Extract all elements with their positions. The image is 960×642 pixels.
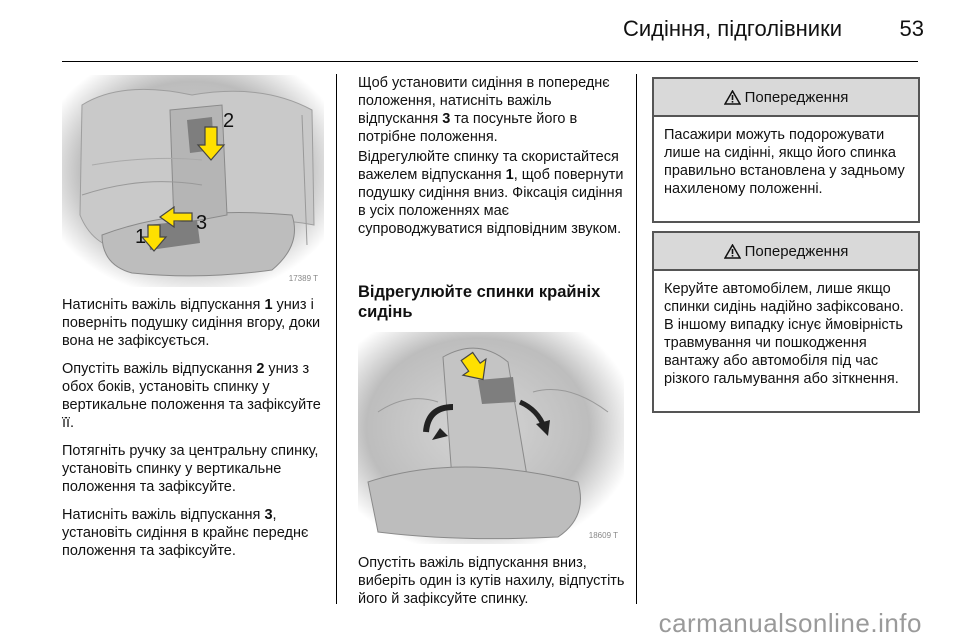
warning-box bbox=[652, 231, 920, 413]
instruction-paragraph: Потягніть ручку за центральну спинку, установіть спинку у вертикальне положення та зафіксуйте. bbox=[62, 443, 319, 495]
warning-icon bbox=[724, 244, 741, 259]
warning-header bbox=[654, 233, 918, 271]
backrest-adjust-figure bbox=[358, 332, 624, 544]
instruction-paragraph: Натисніть важіль відпускання 3, установіть сидіння в крайнє переднє положення та зафіксуйте. bbox=[62, 507, 309, 559]
callout-2: 2 bbox=[223, 110, 235, 132]
seat-illustration bbox=[62, 75, 324, 287]
column-divider bbox=[636, 74, 637, 604]
backrest-illustration bbox=[358, 332, 624, 544]
instruction-paragraph: Щоб установити сидіння в попереднє положення, натисніть важіль відпускання 3 та посуньте його в потрібне положення. bbox=[358, 75, 610, 145]
seat-release-levers-figure bbox=[62, 75, 324, 287]
warning-icon bbox=[724, 90, 741, 105]
instruction-paragraph: Опустіть важіль відпускання 2 униз з обох боків, установіть спинку у вертикальне положення та зафіксуйте її. bbox=[62, 361, 321, 431]
watermark: carmanualsonline.info bbox=[658, 608, 922, 638]
warning-box bbox=[652, 77, 920, 223]
page-number: 53 bbox=[899, 16, 924, 41]
warning-text: Керуйте автомобілем, лише якщо спинки сидінь надійно зафіксовано. В іншому випадку існує ймовірність травмування чи пошкодження вантажу або автомобіля під час різкого гальмування або зіткнення. bbox=[664, 281, 904, 387]
instruction-paragraph: Натисніть важіль відпускання 1 униз і поверніть подушку сидіння вгору, доки вона не зафіксується. bbox=[62, 297, 321, 349]
figure-number: 18609 T bbox=[588, 531, 618, 540]
column-divider bbox=[336, 74, 337, 604]
header-rule bbox=[62, 61, 918, 62]
warning-text: Пасажири можуть подорожувати лише на сидінні, якщо його спинка правильно встановлена у задньому нахиленому положенні. bbox=[664, 127, 905, 197]
instruction-paragraph: Відрегулюйте спинку та скористайтеся важелем відпускання 1, щоб повернути подушку сидіння вниз. Фіксація сидіння в усіх положеннях має супроводжуватися відповідним звуком. bbox=[358, 149, 624, 237]
callout-1: 1 bbox=[135, 226, 147, 248]
figure-number: 17389 T bbox=[288, 274, 318, 283]
warning-title: Попередження bbox=[744, 242, 849, 260]
callout-3: 3 bbox=[196, 212, 208, 234]
page-title: Сидіння, підголівники bbox=[622, 16, 842, 41]
section-subheading: Відрегулюйте спинки крайніх сидінь bbox=[358, 283, 601, 321]
warning-header bbox=[654, 79, 918, 117]
warning-title: Попередження bbox=[744, 88, 849, 106]
instruction-paragraph: Опустіть важіль відпускання вниз, виберіть один із кутів нахилу, відпустіть його й зафіксуйте спинку. bbox=[358, 555, 625, 607]
